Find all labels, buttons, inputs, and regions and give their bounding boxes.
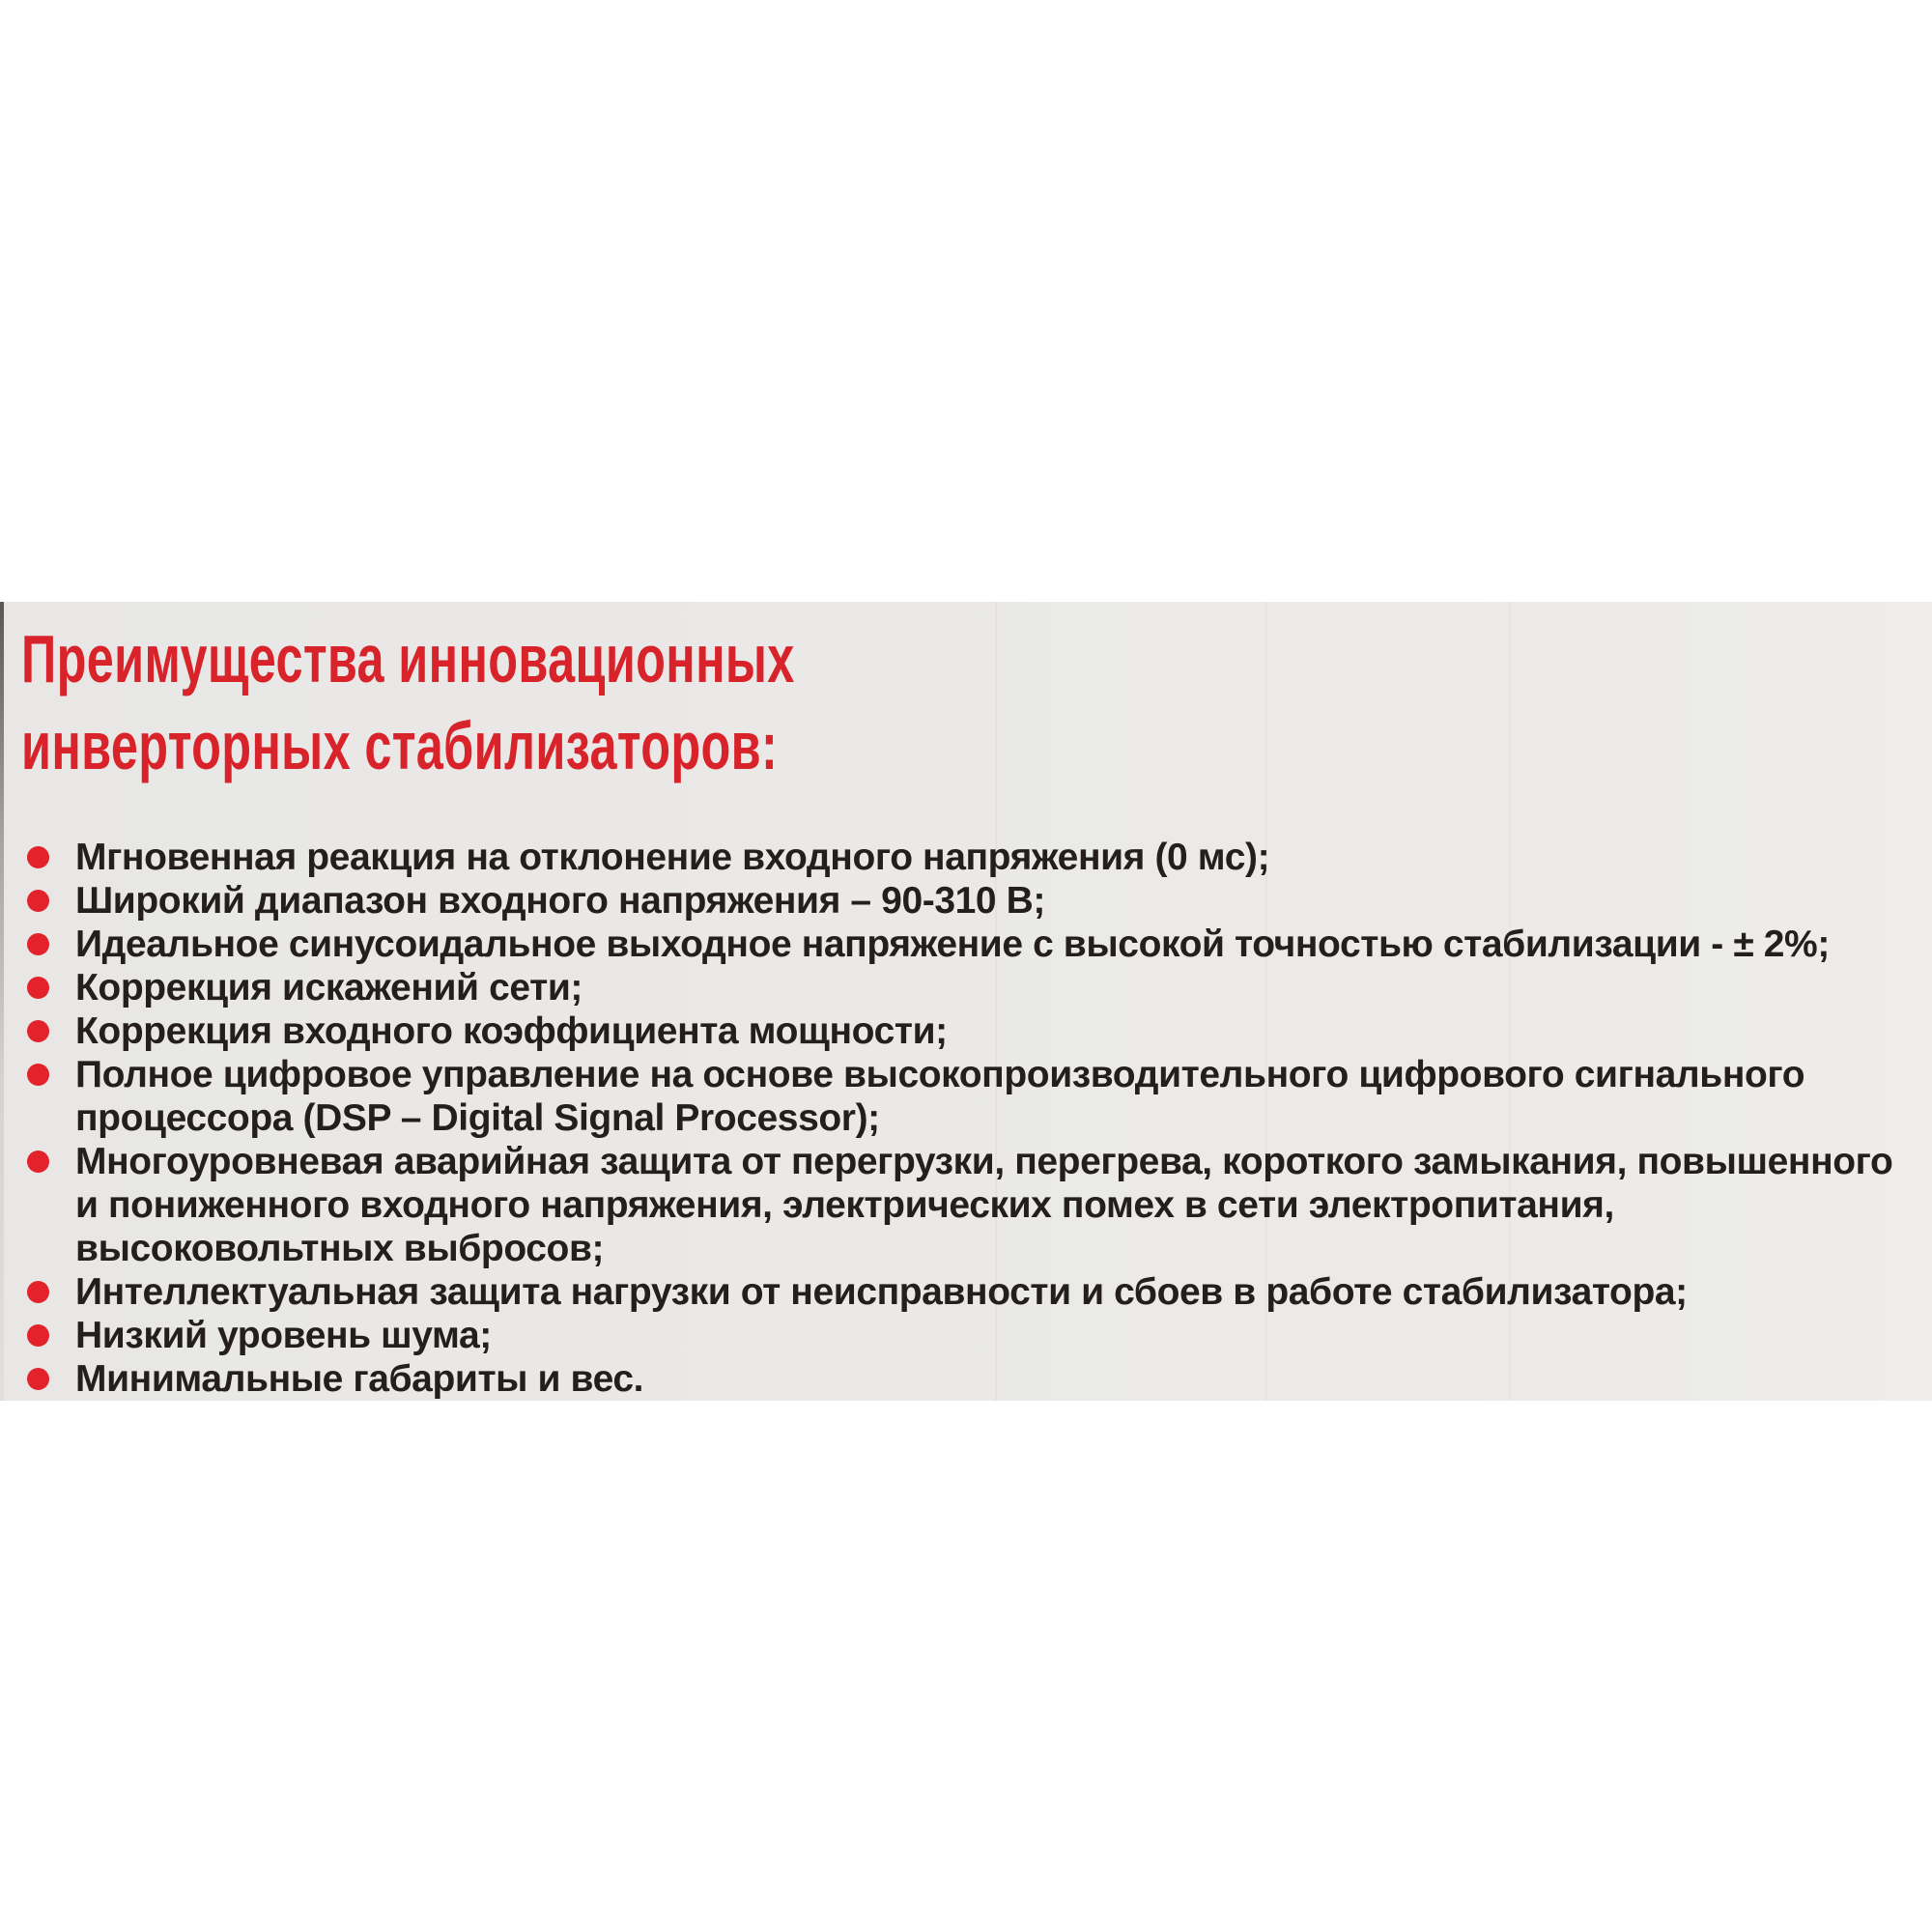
list-item bbox=[0, 966, 1932, 1009]
list-item bbox=[0, 879, 1932, 923]
list-item bbox=[0, 1270, 1932, 1314]
list-item-line: Интеллектуальная защита нагрузки от неисправности и сбоев в работе стабилизатора; bbox=[75, 1271, 1688, 1313]
list-item-text bbox=[75, 923, 1830, 966]
list-item bbox=[0, 1140, 1932, 1270]
advantages-panel bbox=[0, 602, 1932, 1401]
list-item-line: Коррекция входного коэффициента мощности; bbox=[75, 1010, 948, 1052]
list-item-text bbox=[75, 1053, 1804, 1140]
list-item-text bbox=[75, 879, 1045, 923]
list-item-line: Широкий диапазон входного напряжения – 90-310 В; bbox=[75, 880, 1045, 922]
list-item-text bbox=[75, 1357, 643, 1401]
list-item bbox=[0, 1314, 1932, 1357]
bullet-icon bbox=[27, 890, 49, 912]
list-item bbox=[0, 836, 1932, 879]
list-item-line: Коррекция искажений сети; bbox=[75, 967, 582, 1009]
list-item-text bbox=[75, 1270, 1688, 1314]
bullet-icon bbox=[27, 977, 49, 999]
bullet-icon bbox=[27, 1151, 49, 1173]
bullet-icon bbox=[27, 1064, 49, 1086]
section-title bbox=[21, 615, 795, 789]
list-item-line: Низкий уровень шума; bbox=[75, 1315, 492, 1356]
bullet-icon bbox=[27, 1020, 49, 1042]
list-item bbox=[0, 1357, 1932, 1401]
list-item-text bbox=[75, 966, 582, 1009]
bullet-icon bbox=[27, 846, 49, 868]
list-item-line: Многоуровневая аварийная защита от перегрузки, перегрева, короткого замыкания, повышенного bbox=[75, 1141, 1893, 1182]
list-item-line: Полное цифровое управление на основе высокопроизводительного цифрового сигнального bbox=[75, 1054, 1805, 1095]
list-item-line: Идеальное синусоидальное выходное напряжение с высокой точностью стабилизации - ± 2%; bbox=[75, 923, 1830, 965]
list-item-line: Минимальные габариты и вес. bbox=[75, 1358, 644, 1400]
list-item-line: высоковольтных выбросов; bbox=[75, 1228, 605, 1269]
list-item bbox=[0, 923, 1932, 966]
bullet-icon bbox=[27, 1281, 49, 1303]
section-title-line-1: Преимущества инновационных bbox=[21, 621, 795, 696]
advantages-list bbox=[0, 836, 1932, 1401]
list-item-line: Мгновенная реакция на отклонение входного напряжения (0 мс); bbox=[75, 837, 1270, 878]
section-title-line-2: инверторных стабилизаторов: bbox=[21, 708, 779, 783]
list-item-text bbox=[75, 1009, 948, 1053]
bullet-icon bbox=[27, 1324, 49, 1347]
list-item-text bbox=[75, 1140, 1892, 1270]
list-item-line: процессора (DSP – Digital Signal Processor); bbox=[75, 1097, 880, 1139]
list-item bbox=[0, 1053, 1932, 1140]
list-item-text bbox=[75, 1314, 492, 1357]
list-item-line: и пониженного входного напряжения, электрических помех в сети электропитания, bbox=[75, 1184, 1614, 1226]
list-item-text bbox=[75, 836, 1269, 879]
bullet-icon bbox=[27, 1368, 49, 1390]
bullet-icon bbox=[27, 933, 49, 955]
list-item bbox=[0, 1009, 1932, 1053]
